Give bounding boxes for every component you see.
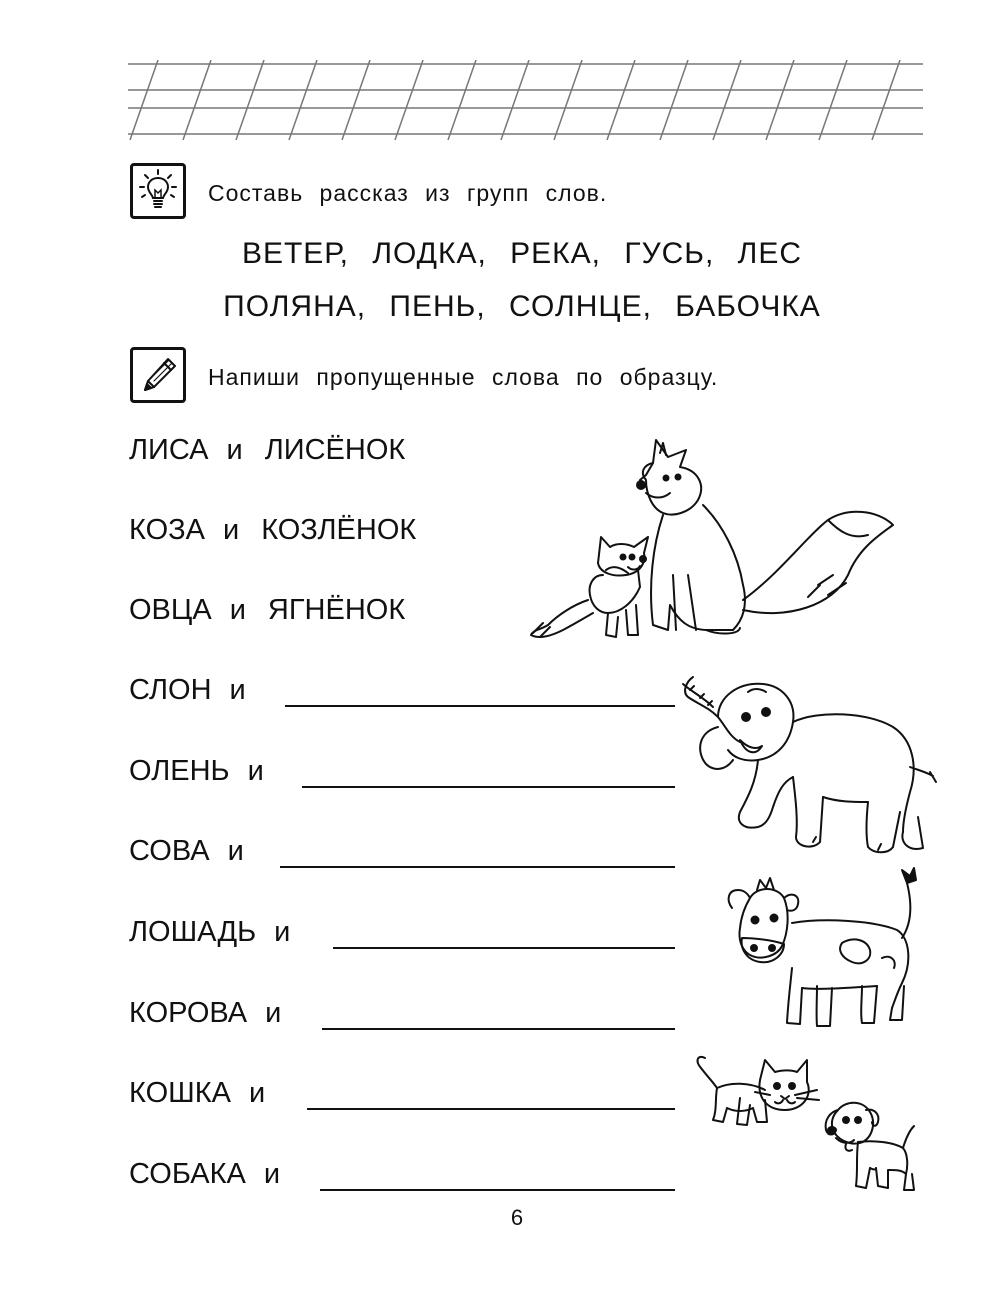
puppy-illustration xyxy=(818,1098,918,1198)
page-number: 6 xyxy=(510,1205,524,1230)
word-pair-row xyxy=(129,997,281,1037)
conjunction: и xyxy=(229,594,246,626)
task1-instruction: Составь рассказ из групп слов. xyxy=(208,180,608,206)
conjunction: и xyxy=(222,514,240,546)
answer-blank[interactable] xyxy=(333,947,675,949)
conjunction: и xyxy=(248,1077,266,1109)
task2-instruction: Напиши пропущенные слова по образцу. xyxy=(208,364,719,390)
word-pair-row xyxy=(129,434,405,474)
answer-blank[interactable] xyxy=(280,866,675,868)
fox-with-cub-illustration xyxy=(528,425,908,645)
word-adult: ОЛЕНЬ xyxy=(129,755,230,787)
conjunction: и xyxy=(229,674,246,706)
kitten-illustration xyxy=(695,1050,835,1130)
conjunction: и xyxy=(227,835,244,867)
word-adult: СЛОН xyxy=(129,674,212,706)
pencil-icon xyxy=(130,347,186,403)
answer-blank[interactable] xyxy=(285,705,675,707)
word-adult: КОРОВА xyxy=(129,997,248,1029)
lightbulb-icon xyxy=(130,163,186,219)
conjunction: и xyxy=(226,434,243,466)
word-pair-row xyxy=(129,916,290,956)
word-group-2: ПОЛЯНА, ПЕНЬ, СОЛНЦЕ, БАБОЧКА xyxy=(223,290,821,323)
word-adult: СОБАКА xyxy=(129,1158,246,1190)
word-pair-row xyxy=(129,674,246,714)
answer-blank[interactable] xyxy=(320,1189,675,1191)
word-adult: ОВЦА xyxy=(129,594,212,626)
conjunction: и xyxy=(274,916,291,948)
conjunction: и xyxy=(247,755,264,787)
word-adult: ЛИСА xyxy=(129,434,209,466)
elephant-illustration xyxy=(678,672,938,862)
word-adult: КОШКА xyxy=(129,1077,231,1109)
word-adult: ЛОШАДЬ xyxy=(129,916,257,948)
word-adult: СОВА xyxy=(129,835,210,867)
word-young: ЯГНЁНОК xyxy=(267,594,406,626)
word-adult: КОЗА xyxy=(129,514,205,546)
answer-blank[interactable] xyxy=(302,786,675,788)
word-pair-row xyxy=(129,1158,280,1198)
word-pair-row xyxy=(129,755,264,795)
conjunction: и xyxy=(265,997,282,1029)
word-young: ЛИСЁНОК xyxy=(264,434,406,466)
word-pair-row xyxy=(129,1077,265,1117)
answer-blank[interactable] xyxy=(307,1108,675,1110)
word-pair-row xyxy=(129,594,405,634)
copybook-lines xyxy=(128,60,923,140)
word-pair-row xyxy=(129,835,244,875)
word-group-1: ВЕТЕР, ЛОДКА, РЕКА, ГУСЬ, ЛЕС xyxy=(241,237,803,270)
answer-blank[interactable] xyxy=(322,1028,675,1030)
conjunction: и xyxy=(263,1158,281,1190)
word-young: КОЗЛЁНОК xyxy=(261,514,417,546)
cow-illustration xyxy=(722,868,932,1033)
word-pair-row xyxy=(129,514,416,554)
